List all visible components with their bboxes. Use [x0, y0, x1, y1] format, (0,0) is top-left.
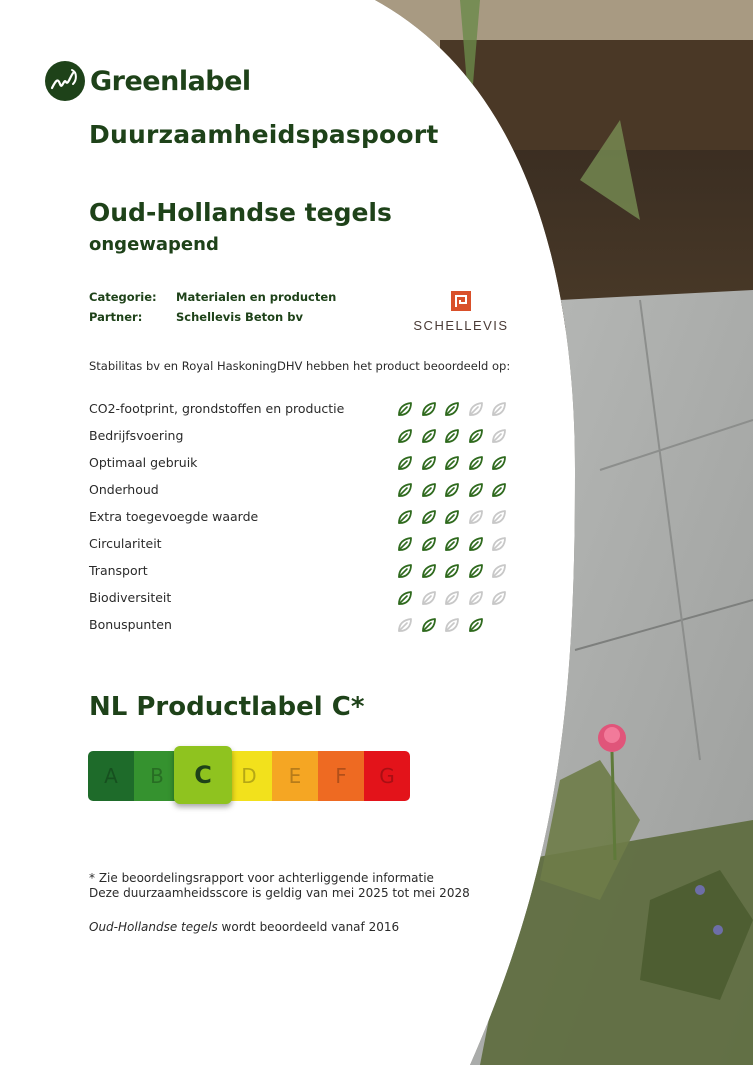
- schellevis-mark-icon: [450, 290, 472, 312]
- score-label: Circulariteit: [89, 536, 162, 551]
- assessment-intro: Stabilitas bv en Royal HaskoningDHV hebben het product beoordeeld op:: [89, 359, 511, 373]
- leaf-rating: [397, 590, 515, 606]
- leaf-empty-icon: [397, 617, 413, 633]
- score-row: [89, 530, 519, 557]
- leaf-empty-icon: [468, 401, 484, 417]
- score-label: Bonuspunten: [89, 617, 172, 632]
- leaf-empty-icon: [491, 563, 507, 579]
- leaf-filled-icon: [468, 455, 484, 471]
- grade-b: B: [134, 751, 180, 801]
- product-meta: [89, 290, 336, 330]
- leaf-filled-icon: [444, 455, 460, 471]
- partner-logo: [405, 290, 517, 333]
- brand-name: Greenlabel: [90, 65, 251, 97]
- leaf-filled-icon: [397, 563, 413, 579]
- leaf-filled-icon: [468, 563, 484, 579]
- leaf-filled-icon: [444, 509, 460, 525]
- leaf-filled-icon: [444, 563, 460, 579]
- leaf-filled-icon: [491, 482, 507, 498]
- leaf-filled-icon: [421, 428, 437, 444]
- leaf-empty-icon: [421, 590, 437, 606]
- leaf-filled-icon: [468, 428, 484, 444]
- grade-g: G: [364, 751, 410, 801]
- leaf-filled-icon: [444, 428, 460, 444]
- score-label: Biodiversiteit: [89, 590, 172, 605]
- score-label: Onderhoud: [89, 482, 159, 497]
- product-label-title: NL Productlabel C*: [89, 692, 365, 722]
- partner-row: [89, 310, 336, 330]
- leaf-filled-icon: [397, 455, 413, 471]
- footnote-block: [89, 871, 470, 901]
- category-label: Categorie:: [89, 290, 157, 304]
- leaf-filled-icon: [397, 509, 413, 525]
- greenlabel-mark-icon: [44, 60, 86, 102]
- leaf-rating: [397, 401, 515, 417]
- leaf-rating: [397, 428, 515, 444]
- leaf-filled-icon: [421, 509, 437, 525]
- leaf-filled-icon: [397, 401, 413, 417]
- leaf-empty-icon: [444, 590, 460, 606]
- grade-e: E: [272, 751, 318, 801]
- leaf-filled-icon: [421, 563, 437, 579]
- leaf-empty-icon: [444, 617, 460, 633]
- leaf-rating: [397, 536, 515, 552]
- leaf-filled-icon: [444, 401, 460, 417]
- score-row: [89, 557, 519, 584]
- leaf-filled-icon: [397, 428, 413, 444]
- leaf-filled-icon: [491, 455, 507, 471]
- footnote-since: [89, 920, 399, 934]
- grade-a: A: [88, 751, 134, 801]
- score-row: [89, 422, 519, 449]
- score-row: [89, 395, 519, 422]
- leaf-filled-icon: [468, 482, 484, 498]
- category-row: [89, 290, 336, 310]
- footnote-since-text: wordt beoordeeld vanaf 2016: [217, 920, 400, 934]
- leaf-filled-icon: [468, 536, 484, 552]
- leaf-empty-icon: [491, 401, 507, 417]
- score-label: Bedrijfsvoering: [89, 428, 184, 443]
- score-row: [89, 503, 519, 530]
- footnote-validity: Deze duurzaamheidsscore is geldig van mei 2025 tot mei 2028: [89, 886, 470, 900]
- leaf-rating: [397, 455, 515, 471]
- leaf-filled-icon: [421, 482, 437, 498]
- leaf-filled-icon: [397, 590, 413, 606]
- document-title: Duurzaamheidspaspoort: [89, 120, 439, 149]
- leaf-filled-icon: [444, 536, 460, 552]
- score-label: CO2-footprint, grondstoffen en productie: [89, 401, 345, 416]
- score-list: [89, 395, 519, 638]
- leaf-filled-icon: [468, 617, 484, 633]
- score-row: [89, 476, 519, 503]
- partner-value: Schellevis Beton bv: [176, 310, 303, 324]
- leaf-rating: [397, 563, 515, 579]
- leaf-rating: [397, 509, 515, 525]
- grade-c: C: [174, 746, 232, 804]
- partner-label: Partner:: [89, 310, 143, 324]
- leaf-filled-icon: [397, 536, 413, 552]
- score-label: Extra toegevoegde waarde: [89, 509, 259, 524]
- leaf-empty-icon: [491, 509, 507, 525]
- leaf-rating: [397, 617, 491, 633]
- leaf-empty-icon: [491, 590, 507, 606]
- grade-d: D: [226, 751, 272, 801]
- score-label: Optimaal gebruik: [89, 455, 198, 470]
- leaf-filled-icon: [421, 617, 437, 633]
- leaf-empty-icon: [468, 509, 484, 525]
- footnote-since-product: Oud-Hollandse tegels: [89, 920, 218, 934]
- score-label: Transport: [89, 563, 148, 578]
- leaf-filled-icon: [421, 536, 437, 552]
- energy-label-scale: [88, 751, 410, 801]
- leaf-filled-icon: [421, 455, 437, 471]
- leaf-empty-icon: [491, 536, 507, 552]
- greenlabel-logo: [44, 60, 251, 102]
- leaf-filled-icon: [397, 482, 413, 498]
- score-row: [89, 449, 519, 476]
- grade-f: F: [318, 751, 364, 801]
- score-row: [89, 584, 519, 611]
- product-name: Oud-Hollandse tegels: [89, 198, 392, 227]
- product-variant: ongewapend: [89, 234, 219, 255]
- leaf-filled-icon: [421, 401, 437, 417]
- partner-logo-text: SCHELLEVIS: [413, 318, 509, 333]
- leaf-rating: [397, 482, 515, 498]
- leaf-empty-icon: [468, 590, 484, 606]
- category-value: Materialen en producten: [176, 290, 337, 304]
- leaf-empty-icon: [491, 428, 507, 444]
- leaf-filled-icon: [444, 482, 460, 498]
- score-row: [89, 611, 519, 638]
- footnote-report: * Zie beoordelingsrapport voor achterliggende informatie: [89, 871, 434, 885]
